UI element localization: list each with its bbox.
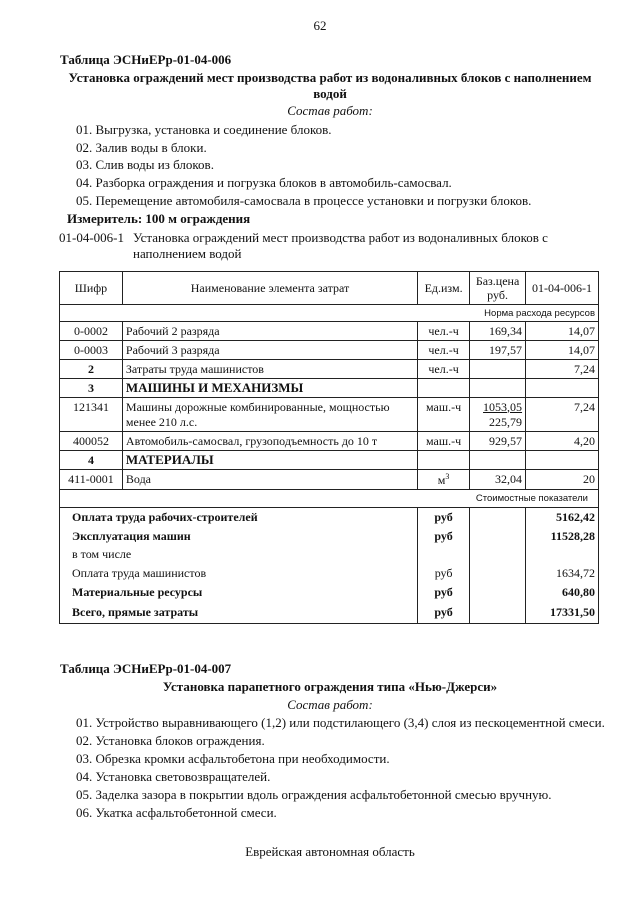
table-header-row — [60, 272, 599, 305]
row-name-line2: менее 210 л.с. — [125, 414, 198, 429]
cost-value: 640,80 — [526, 583, 599, 602]
row-value: 7,24 — [526, 398, 599, 432]
work-item: 05. Перемещение автомобиля-самосвала в процессе установки и погрузки блоков. — [76, 193, 532, 208]
row-unit: чел.-ч — [418, 322, 470, 341]
cost-unit: руб — [418, 583, 470, 602]
section-label-row — [60, 305, 599, 322]
row-price-line1: 1053,05 — [483, 399, 523, 414]
row-name — [122, 398, 417, 432]
header-base-price-line2: руб. — [487, 288, 508, 302]
table1-code-desc-line2: наполнением водой — [133, 246, 242, 261]
cost-label: Стоимостные показатели — [60, 490, 599, 508]
table1-code-desc-line1: Установка ограждений мест производства работ из водоналивных блоков с — [133, 230, 548, 245]
cost-value: 1634,72 — [526, 564, 599, 583]
row-unit-base: м — [437, 472, 446, 487]
row-value: 14,07 — [526, 341, 599, 360]
row-code: 2 — [60, 360, 123, 379]
section-row — [60, 451, 599, 470]
cost-name: Оплата труда рабочих-строителей — [60, 508, 418, 527]
row-name-line1: Машины дорожные комбинированные, мощностью — [125, 399, 390, 414]
table-row — [60, 398, 599, 432]
section-code: 4 — [60, 451, 123, 470]
cost-name: в том числе — [60, 546, 418, 564]
row-code: 121341 — [60, 398, 123, 432]
work-item: 05. Заделка зазора в покрытии вдоль ограждения асфальтобетонной смесью вручную. — [76, 787, 552, 802]
table1-code: 01-04-006-1 — [59, 230, 124, 245]
row-value: 14,07 — [526, 322, 599, 341]
work-item: 01. Выгрузка, установка и соединение блоков. — [76, 122, 332, 137]
header-cipher: Шифр — [60, 272, 123, 305]
footer-region: Еврейская автономная область — [245, 844, 415, 859]
table-row — [60, 341, 599, 360]
work-item: 02. Установка блоков ограждения. — [76, 733, 265, 748]
header-unit: Ед.изм. — [418, 272, 470, 305]
cost-unit: руб — [418, 508, 470, 527]
row-code: 0-0003 — [60, 341, 123, 360]
header-name: Наименование элемента затрат — [122, 272, 417, 305]
row-price: 197,57 — [470, 341, 526, 360]
cost-value: 17331,50 — [526, 602, 599, 624]
section-code: 3 — [60, 379, 123, 398]
row-code: 400052 — [60, 432, 123, 451]
cost-row — [60, 602, 599, 624]
table2-title: Таблица ЭСНиЕРр-01-04-007 — [60, 661, 232, 676]
table1-meter: Измеритель: 100 м ограждения — [67, 211, 251, 226]
header-col-code: 01-04-006-1 — [526, 272, 599, 305]
row-price-line2: 225,79 — [489, 414, 523, 429]
section-title: МАШИНЫ И МЕХАНИЗМЫ — [122, 379, 417, 398]
section-row — [60, 379, 599, 398]
cost-unit: руб — [418, 564, 470, 583]
row-unit: чел.-ч — [418, 341, 470, 360]
header-base-price — [470, 272, 526, 305]
table1-heading-line2: водой — [313, 86, 347, 101]
row-price: 169,34 — [470, 322, 526, 341]
work-item: 06. Укатка асфальтобетонной смеси. — [76, 805, 277, 820]
work-item: 03. Обрезка кромки асфальтобетона при необходимости. — [76, 751, 390, 766]
row-name: Вода — [122, 470, 417, 490]
section-title: МАТЕРИАЛЫ — [122, 451, 417, 470]
row-name: Рабочий 3 разряда — [122, 341, 417, 360]
row-price: 929,57 — [470, 432, 526, 451]
cost-row — [60, 583, 599, 602]
cost-row — [60, 546, 599, 564]
row-code: 0-0002 — [60, 322, 123, 341]
table1-heading-line1: Установка ограждений мест производства работ из водоналивных блоков с наполнением — [68, 70, 592, 85]
cost-unit: руб — [418, 602, 470, 624]
cost-name: Материальные ресурсы — [60, 583, 418, 602]
row-value: 7,24 — [526, 360, 599, 379]
work-item: 02. Залив воды в блоки. — [76, 140, 207, 155]
table-row — [60, 470, 599, 490]
page-number: 62 — [313, 18, 327, 33]
row-unit — [418, 470, 470, 490]
row-code: 411-0001 — [60, 470, 123, 490]
cost-name: Эксплуатация машин — [60, 527, 418, 546]
table-row — [60, 432, 599, 451]
cost-value: 11528,28 — [526, 527, 599, 546]
cost-name: Всего, прямые затраты — [60, 602, 418, 624]
row-unit: маш.-ч — [418, 398, 470, 432]
cost-name: Оплата труда машинистов — [60, 564, 418, 583]
row-price — [470, 398, 526, 432]
row-unit: чел.-ч — [418, 360, 470, 379]
row-name: Затраты труда машинистов — [122, 360, 417, 379]
row-price — [470, 360, 526, 379]
cost-row — [60, 508, 599, 527]
cost-row — [60, 527, 599, 546]
cost-unit: руб — [418, 527, 470, 546]
section-label-row — [60, 490, 599, 508]
cost-value: 5162,42 — [526, 508, 599, 527]
table-row — [60, 322, 599, 341]
row-name: Рабочий 2 разряда — [122, 322, 417, 341]
cost-row — [60, 564, 599, 583]
norm-label: Норма расхода ресурсов — [60, 305, 599, 322]
work-item: 03. Слив воды из блоков. — [76, 157, 214, 172]
row-name: Автомобиль-самосвал, грузоподъемность до 10 т — [122, 432, 417, 451]
header-base-price-line1: Баз.цена — [475, 274, 520, 288]
table1-composition-label: Состав работ: — [287, 103, 373, 118]
row-unit: маш.-ч — [418, 432, 470, 451]
resource-table — [59, 271, 599, 624]
work-item: 01. Устройство выравнивающего (1,2) или подстилающего (3,4) слоя из пескоцементной смеси. — [76, 715, 605, 730]
table-row — [60, 360, 599, 379]
row-price: 32,04 — [470, 470, 526, 490]
table1-title: Таблица ЭСНиЕРр-01-04-006 — [60, 52, 232, 67]
table2-heading: Установка парапетного ограждения типа «Нью-Джерси» — [162, 679, 498, 694]
row-value: 4,20 — [526, 432, 599, 451]
work-item: 04. Разборка ограждения и погрузка блоков в автомобиль-самосвал. — [76, 175, 452, 190]
table2-composition-label: Состав работ: — [287, 697, 373, 712]
work-item: 04. Установка световозвращателей. — [76, 769, 271, 784]
row-value: 20 — [526, 470, 599, 490]
row-unit-exponent: 3 — [445, 471, 450, 481]
